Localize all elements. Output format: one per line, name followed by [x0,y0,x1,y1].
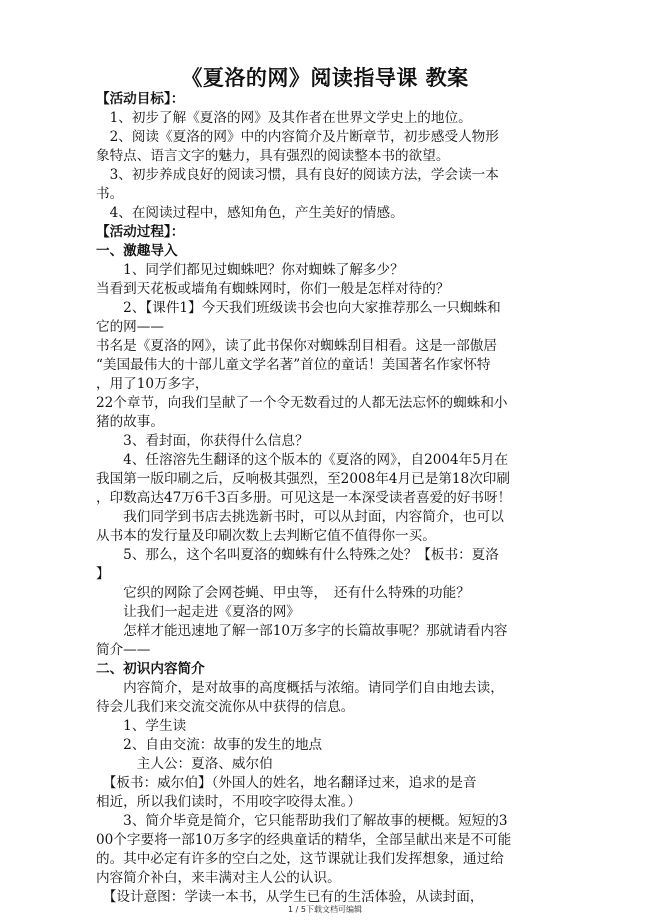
text-line: “美国最伟大的十部儿童文学名著”首位的童话！美国著名作家怀特 [96,357,491,373]
text-line: 】 [96,566,110,582]
text-line: 象特点、语言文字的魅力，具有强烈的阅读整本书的欲望。 [96,148,450,164]
text-line: 【板书：威尔伯】（外国人的姓名，地名翻译过来，追求的是音 [96,775,477,791]
text-line: 我国第一版印刷之后，反响极其强烈，至2008年4月已是第18次印刷 [96,471,510,487]
text-line: 的。其中必定有许多的空白之处，这节课就让我们发挥想象，通过给 [96,851,504,867]
process-heading: 【活动过程】： [96,224,185,240]
text-line: 1、初步了解《夏洛的网》及其作者在世界文学史上的地位。 [96,110,472,126]
text-line: 22个章节，向我们呈献了一个令无数看过的人都无法忘怀的蜘蛛和小 [96,395,508,411]
text-line: 怎样才能迅速地了解一部10万多字的长篇故事呢？那就请看内容 [96,623,508,639]
page-footer: 1 / 5下载文档可编辑 [288,905,362,914]
text-line: 4、在阅读过程中，感知角色，产生美好的情感。 [96,205,404,221]
section-heading-1: 一、激趣导入 [96,243,178,259]
text-line: 内容简介补白，来丰满对主人公的认识。 [96,870,341,886]
text-line: 1、同学们都见过蜘蛛吧？你对蜘蛛了解多少？ [96,262,404,278]
text-line: 3、看封面，你获得什么信息？ [96,433,309,449]
text-line: 简介—— [96,642,151,658]
text-line: 2、【课件1】今天我们班级读书会也向大家推荐那么一只蜘蛛和 [96,300,501,316]
text-line: 4、任溶溶先生翻译的这个版本的《夏洛的网》，自2004年5月在 [96,452,509,468]
text-line: 1、学生读 [96,718,187,734]
text-line: 它的网—— [96,319,164,335]
text-line: ，用了10万多字， [96,376,209,392]
section-heading-2: 二、初识内容简介 [96,661,205,677]
text-line: 当看到天花板或墙角有蜘蛛网时，你们一般是怎样对待的？ [96,281,450,297]
text-line: 2、自由交流：故事的发生的地点 [96,737,323,753]
text-line: 00个字要将一部10万多字的经典童话的精华，全部呈献出来是不可能 [96,832,512,848]
text-line: ，印数高达47万6千3百多册。可见这是一本深受读者喜爱的好书呀！ [96,490,512,506]
text-line: 猪的故事。 [96,414,164,430]
text-line: 3、初步养成良好的阅读习惯，具有良好的阅读方法，学会读一本 [96,167,499,183]
text-line: 它织的网除了会网苍蝇、甲虫等， 还有什么特殊的功能？ [96,585,470,601]
text-line: 2、阅读《夏洛的网》中的内容简介及片断章节，初步感受人物形 [96,129,499,145]
text-line: 3、简介毕竟是简介，它只能帮助我们了解故事的梗概。短短的3 [96,813,508,829]
text-line: 【设计意图：学读一本书，从学生已有的生活体验，从读封面， [96,889,484,905]
text-line: 让我们一起走进《夏洛的网》 [96,604,300,620]
document-title: 《夏洛的网》阅读指导课 教案 [181,66,469,90]
text-line: 内容简介，是对故事的高度概括与浓缩。请同学们自由地去读， [96,680,504,696]
text-line: 5、那么，这个名叫夏洛的蜘蛛有什么特殊之处？【板书：夏洛 [96,547,499,563]
goals-heading: 【活动目标】： [96,91,185,107]
text-line: 我们同学到书店去挑选新书时，可以从封面，内容简介，也可以 [96,509,504,525]
text-line: 主人公：夏洛、威尔伯 [96,756,273,772]
text-line: 待会儿我们来交流交流你从中获得的信息。 [96,699,355,715]
text-line: 相近，所以我们读时，不用咬字咬得太准。） [96,794,362,810]
text-line: 从书本的发行量及印刷次数上去判断它值不值得你一买。 [96,528,436,544]
text-line: 书名是《夏洛的网》，读了此书保你对蜘蛛刮目相看。这是一部傲居 [96,338,498,354]
text-line: 书。 [96,186,124,202]
